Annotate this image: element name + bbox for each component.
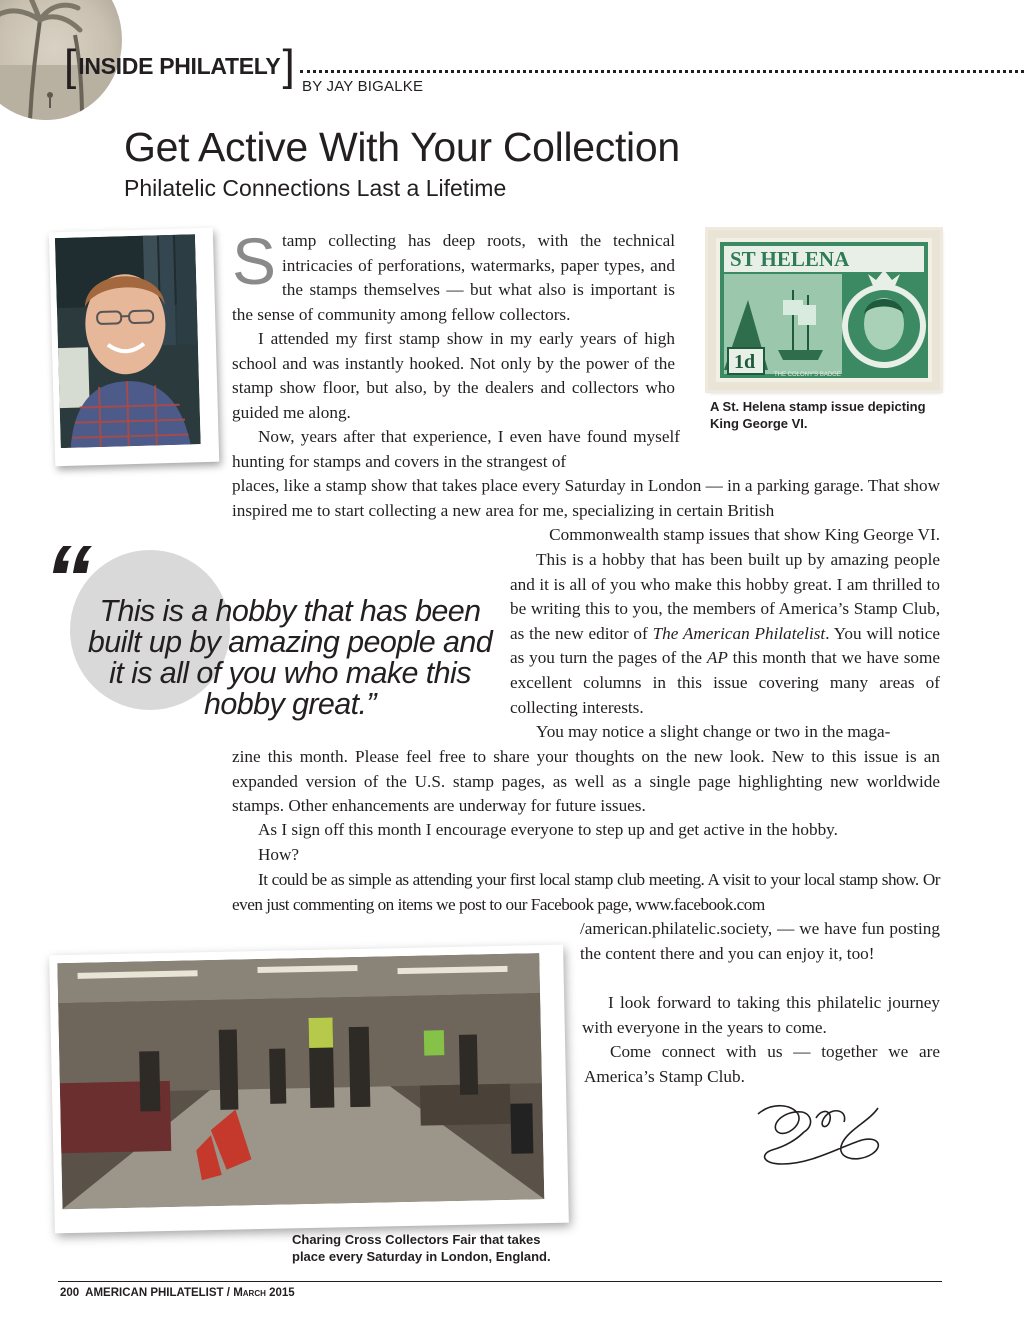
article-title: Get Active With Your Collection	[124, 124, 680, 170]
stamp-badge-text: THE COLONY'S BADGE	[774, 372, 841, 378]
collectors-fair-photo	[49, 945, 569, 1234]
pull-quote: This is a hobby that has been built up by amazing people and it is all of you who make this hobby great.”	[87, 594, 493, 721]
byline: BY JAY BIGALKE	[302, 78, 424, 95]
paragraph-5a: You may notice a slight change or two in the maga-	[536, 722, 891, 741]
dotted-rule	[300, 70, 1024, 73]
magazine-title: The American Philatelist	[652, 623, 826, 643]
magazine-abbrev: AP	[706, 648, 728, 668]
stamp-value: 1d	[734, 351, 756, 373]
paragraph-3a: Now, years after that experience, I even have found myself hunting for stamps and covers in the strangest of	[232, 427, 680, 471]
paragraph-1-text: tamp collecting has deep roots, with the technical intricacies of perforations, watermarks, paper types, and the stamps themselves — but what also is important is the sense of community among fellow collectors.	[232, 231, 675, 324]
paragraph-4-text-a: This is a hobby that has been built up by amazing people and it is all of you who make this hobby great. I am thrilled to be writing this to you, the members of America’s Stamp Club, as the new editor of	[510, 550, 940, 643]
footer-rule	[58, 1281, 942, 1282]
paragraph-4-text-c: this month that we have some excellent columns in this issue covering many areas of collecting interests.	[510, 648, 940, 717]
paragraph-4	[510, 548, 940, 720]
issue-year: 2015	[269, 1287, 295, 1299]
stamp-caption: A St. Helena stamp issue depicting King George VI.	[710, 399, 926, 431]
paragraph-3c: Commonwealth stamp issues that show King George VI.	[549, 525, 940, 544]
stamp-image	[708, 230, 940, 390]
paragraph-2: I attended my first stamp show in my early years of high school and was instantly hooked. Not only by the power of the stamp show floor, but also, by the dealers and collectors who guided me along.	[232, 329, 675, 422]
stamp-country: ST HELENA	[730, 247, 850, 271]
paragraph-10: Come connect with us — together we are America’s Stamp Club.	[584, 1042, 940, 1086]
author-photo	[49, 228, 219, 466]
section-label	[64, 41, 295, 90]
paragraph-4-text-b: . You will notice as you turn the pages of the	[510, 623, 940, 668]
footer-separator: /	[226, 1287, 230, 1299]
paragraph-3b: places, like a stamp show that takes place every Saturday in London — in a parking garage. That show inspired me to start collecting a new area for me, specializing in certain British	[232, 476, 940, 520]
fair-photo-caption: Charing Cross Collectors Fair that takes place every Saturday in London, England.	[292, 1232, 551, 1264]
signature	[752, 1100, 892, 1170]
page-footer	[60, 1287, 295, 1299]
left-bracket: [	[64, 41, 77, 90]
publication-name: AMERICAN PHILATELIST	[85, 1287, 224, 1299]
right-bracket: ]	[282, 41, 295, 90]
drop-cap: S	[232, 224, 277, 298]
paragraph-8a: It could be as simple as attending your first local stamp club meeting. A visit to your local stamp show. Or even just commenting on items we post to our Facebook page, www.facebook.com	[232, 870, 940, 914]
paragraph-9: I look forward to taking this philatelic journey with everyone in the years to come.	[582, 993, 940, 1037]
paragraph-8b: /american.philatelic.society, — we have fun posting the content there and you can enjoy it, too!	[580, 919, 940, 963]
section-title: INSIDE PHILATELY	[78, 52, 281, 79]
article-subtitle: Philatelic Connections Last a Lifetime	[124, 175, 507, 201]
paragraph-5b: zine this month. Please feel free to share your thoughts on the new look. New to this issue is an expanded version of the U.S. stamp pages, as well as a single page highlighting new worldwide stamps. Other enhancements are underway for future issues.	[232, 747, 940, 816]
paragraph-1	[232, 224, 675, 327]
issue-month: March	[233, 1287, 266, 1299]
paragraph-6: As I sign off this month I encourage everyone to step up and get active in the hobby.	[258, 820, 838, 839]
quote-mark-icon: “	[44, 526, 92, 633]
page-number: 200	[60, 1287, 80, 1299]
paragraph-7: How?	[258, 845, 300, 864]
